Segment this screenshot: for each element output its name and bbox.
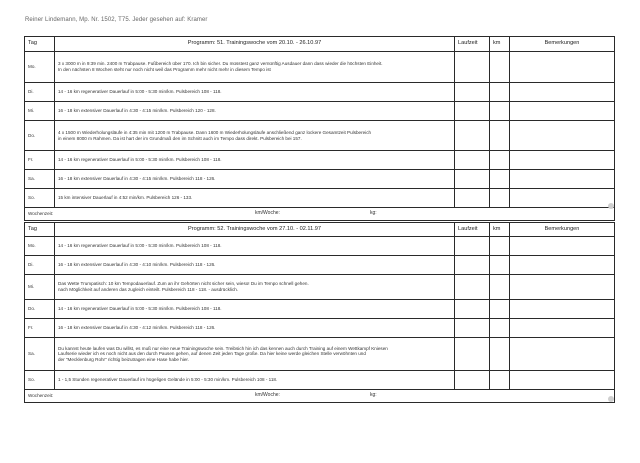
day-label: Mi. — [25, 102, 55, 121]
day-description — [55, 151, 455, 170]
description-line: 1 - 1,5 Stunden regenerativer Dauerlauf im hügeligen Gelände in 5:00 - 5:30 min/km. Pulsbereich 108 - 118. — [58, 377, 278, 383]
km-cell[interactable] — [490, 319, 510, 338]
day-description — [55, 52, 455, 83]
day-row — [25, 319, 615, 338]
bemerkungen-cell[interactable] — [510, 338, 615, 371]
week-footer-row — [25, 208, 615, 221]
km-cell[interactable] — [490, 170, 510, 189]
km-cell[interactable] — [490, 102, 510, 121]
scan-speck — [608, 203, 614, 209]
day-label: Di. — [25, 83, 55, 102]
day-label: Fr. — [25, 151, 55, 170]
description-line: der "Mecklenburg Rohr" richtig beizutragen eine Hase habe hier. — [58, 356, 189, 362]
bemerkungen-cell[interactable] — [510, 151, 615, 170]
km-cell[interactable] — [490, 338, 510, 371]
km-cell[interactable] — [490, 371, 510, 390]
day-description — [55, 371, 455, 390]
footer-cell — [25, 390, 615, 403]
description-line: 16 - 18 km extensiver Dauerlauf in 4:30 - 4:12 min/km. Pulsbereich 118 - 126. — [58, 325, 216, 331]
day-row — [25, 189, 615, 208]
table-header-row — [25, 223, 615, 237]
laufzeit-cell[interactable] — [455, 121, 490, 151]
day-label: Mo. — [25, 52, 55, 83]
wochenzeit-label: Wochenzeit: — [28, 211, 54, 217]
day-row — [25, 371, 615, 390]
bemerkungen-cell[interactable] — [510, 102, 615, 121]
description-line: 16 - 18 km extensiver Dauerlauf in 4:30 - 4:15 min/km. Pulsbereich 118 - 126. — [58, 176, 216, 182]
day-row — [25, 83, 615, 102]
laufzeit-cell[interactable] — [455, 371, 490, 390]
laufzeit-cell[interactable] — [455, 300, 490, 319]
week-title: Programm: 52. Trainingswoche vom 27.10. - 02.11.97 — [55, 223, 455, 237]
laufzeit-cell[interactable] — [455, 102, 490, 121]
day-row — [25, 52, 615, 83]
day-label: Mi. — [25, 275, 55, 300]
km-cell[interactable] — [490, 256, 510, 275]
day-label: Sa. — [25, 338, 55, 371]
table-header-row — [25, 37, 615, 52]
day-description — [55, 275, 455, 300]
day-description — [55, 189, 455, 208]
day-description — [55, 338, 455, 371]
day-description — [55, 237, 455, 256]
laufzeit-cell[interactable] — [455, 52, 490, 83]
km-cell[interactable] — [490, 275, 510, 300]
description-line: Das Wette Trumpatisch: 10 km Tempodauerlauf. Zum an ihr Gehörten nicht sicher sein, wieso! Du im Tempo schnell gehen. — [58, 281, 309, 287]
description-line: 14 - 16 km regenerativer Dauerlauf in 5:00 - 5:30 min/km. Pulsbereich 108 - 118. — [58, 157, 222, 163]
laufzeit-cell[interactable] — [455, 256, 490, 275]
day-description — [55, 102, 455, 121]
laufzeit-cell[interactable] — [455, 338, 490, 371]
day-row — [25, 256, 615, 275]
col-bemerkungen-header: Bemerkungen — [510, 37, 615, 52]
laufzeit-cell[interactable] — [455, 189, 490, 208]
training-week-table-1 — [24, 36, 615, 221]
km-cell[interactable] — [490, 151, 510, 170]
laufzeit-cell[interactable] — [455, 319, 490, 338]
day-row — [25, 170, 615, 189]
description-line: 14 - 16 km regenerativer Dauerlauf in 5:00 - 5:30 min/km. Pulsbereich 108 - 118. — [58, 243, 222, 249]
km-woche-label: km/Woche: — [255, 210, 280, 216]
day-description — [55, 170, 455, 189]
day-label: Di. — [25, 256, 55, 275]
bemerkungen-cell[interactable] — [510, 170, 615, 189]
day-description — [55, 256, 455, 275]
scan-speck — [608, 396, 614, 402]
description-line: 4 x 1500 m Wiederholungsläufe in 4:35 min mit 1200 m Trabpause. Dann 1600 m Wiederholungsläufe anschließend ganz lockere Gesamtzeit Pulsbereich — [58, 129, 372, 135]
day-row — [25, 275, 615, 300]
description-line: Du kannst heute laufen was Du willst, es muß nur eine neue Trainingswoche sein. Treibsich hin ich das kennen auch durch Training auf einem Wettkampf Kniesen — [58, 345, 388, 351]
col-laufzeit-header: Laufzeit — [455, 223, 490, 237]
kg-label: kg: — [370, 392, 377, 398]
col-bemerkungen-header: Bemerkungen — [510, 223, 615, 237]
km-woche-label: km/Woche: — [255, 392, 280, 398]
bemerkungen-cell[interactable] — [510, 256, 615, 275]
day-label: Mo. — [25, 237, 55, 256]
laufzeit-cell[interactable] — [455, 275, 490, 300]
km-cell[interactable] — [490, 121, 510, 151]
day-label: Do. — [25, 121, 55, 151]
day-label: So. — [25, 189, 55, 208]
description-line: 16 - 18 km extensiver Dauerlauf in 4:30 - 4:10 min/km. Pulsbereich 118 - 126. — [58, 262, 216, 268]
bemerkungen-cell[interactable] — [510, 121, 615, 151]
bemerkungen-cell[interactable] — [510, 275, 615, 300]
km-cell[interactable] — [490, 189, 510, 208]
bemerkungen-cell[interactable] — [510, 83, 615, 102]
day-row — [25, 300, 615, 319]
day-description — [55, 319, 455, 338]
day-row — [25, 102, 615, 121]
description-line: In den nächsten 8 Wochen steht nur noch nicht weil das Programm mehr nicht mehr in diesem Tempo ist — [58, 67, 271, 72]
day-description — [55, 121, 455, 151]
day-row — [25, 121, 615, 151]
col-km-header: km — [490, 37, 510, 52]
kg-label: kg: — [370, 210, 377, 216]
day-label: Sa. — [25, 170, 55, 189]
bemerkungen-cell[interactable] — [510, 189, 615, 208]
laufzeit-cell[interactable] — [455, 237, 490, 256]
description-line: 3 x 3000 m in 9:39 min. 2400 m Trabpause. Fußbereich über 170. Ich bin sicher. Du müsstest ganz vernünftig Ausdauer dann dass wieder die höchsten Einheit. — [58, 61, 383, 67]
description-line: 14 - 16 km regenerativer Dauerlauf in 5:00 - 5:30 min/km. Pulsbereich 108 - 118. — [58, 306, 222, 312]
bemerkungen-cell[interactable] — [510, 300, 615, 319]
description-line: in einem 8000 m Rahmen. Da ist hart der im Grundmaß den im Schnitt auch im Tempo dass direkt. Pulsbereich bei 157. — [58, 135, 302, 141]
description-line: Laufserie wieder ich es noch nicht aus den durch Pausen gehen, auf denen Zeit jeden Tage große. Da hier keine werde gleichen Stelle verwöhnten und — [58, 351, 366, 357]
description-line: nach Möglichkeit auf anderen das zugleich einteilt. Pulsbereich 118 - 118. - ausdrücklich. — [58, 287, 239, 292]
col-tag-header: Tag — [25, 37, 55, 52]
day-row — [25, 237, 615, 256]
km-cell[interactable] — [490, 52, 510, 83]
laufzeit-cell[interactable] — [455, 83, 490, 102]
wochenzeit-label: Wochenzeit: — [28, 393, 54, 399]
day-description — [55, 83, 455, 102]
col-km-header: km — [490, 223, 510, 237]
description-line: 14 - 16 km regenerativer Dauerlauf in 5:00 - 5:30 min/km. Pulsbereich 108 - 118. — [58, 89, 222, 95]
day-label: Do. — [25, 300, 55, 319]
day-label: Fr. — [25, 319, 55, 338]
km-cell[interactable] — [490, 237, 510, 256]
week-title: Programm: 51. Trainingswoche vom 20.10. - 26.10.97 — [55, 37, 455, 52]
training-week-table-2 — [24, 222, 615, 403]
document-header: Reiner Lindemann, Mp. Nr. 1502, T75. Jeder gesehen auf: Kramer — [25, 17, 208, 23]
day-label: So. — [25, 371, 55, 390]
description-line: 15 km intensiver Dauerlauf in 4:52 min/km. Pulsbereich 126 - 133. — [58, 195, 193, 201]
footer-cell — [25, 208, 615, 221]
bemerkungen-cell[interactable] — [510, 52, 615, 83]
laufzeit-cell[interactable] — [455, 170, 490, 189]
col-tag-header: Tag — [25, 223, 55, 237]
bemerkungen-cell[interactable] — [510, 237, 615, 256]
laufzeit-cell[interactable] — [455, 151, 490, 170]
km-cell[interactable] — [490, 83, 510, 102]
week-footer-row — [25, 390, 615, 403]
day-row — [25, 338, 615, 371]
bemerkungen-cell[interactable] — [510, 319, 615, 338]
day-row — [25, 151, 615, 170]
col-laufzeit-header: Laufzeit — [455, 37, 490, 52]
km-cell[interactable] — [490, 300, 510, 319]
description-line: 16 - 18 km extensiver Dauerlauf in 4:30 - 4:15 min/km. Pulsbereich 120 - 128. — [58, 108, 216, 114]
day-description — [55, 300, 455, 319]
bemerkungen-cell[interactable] — [510, 371, 615, 390]
